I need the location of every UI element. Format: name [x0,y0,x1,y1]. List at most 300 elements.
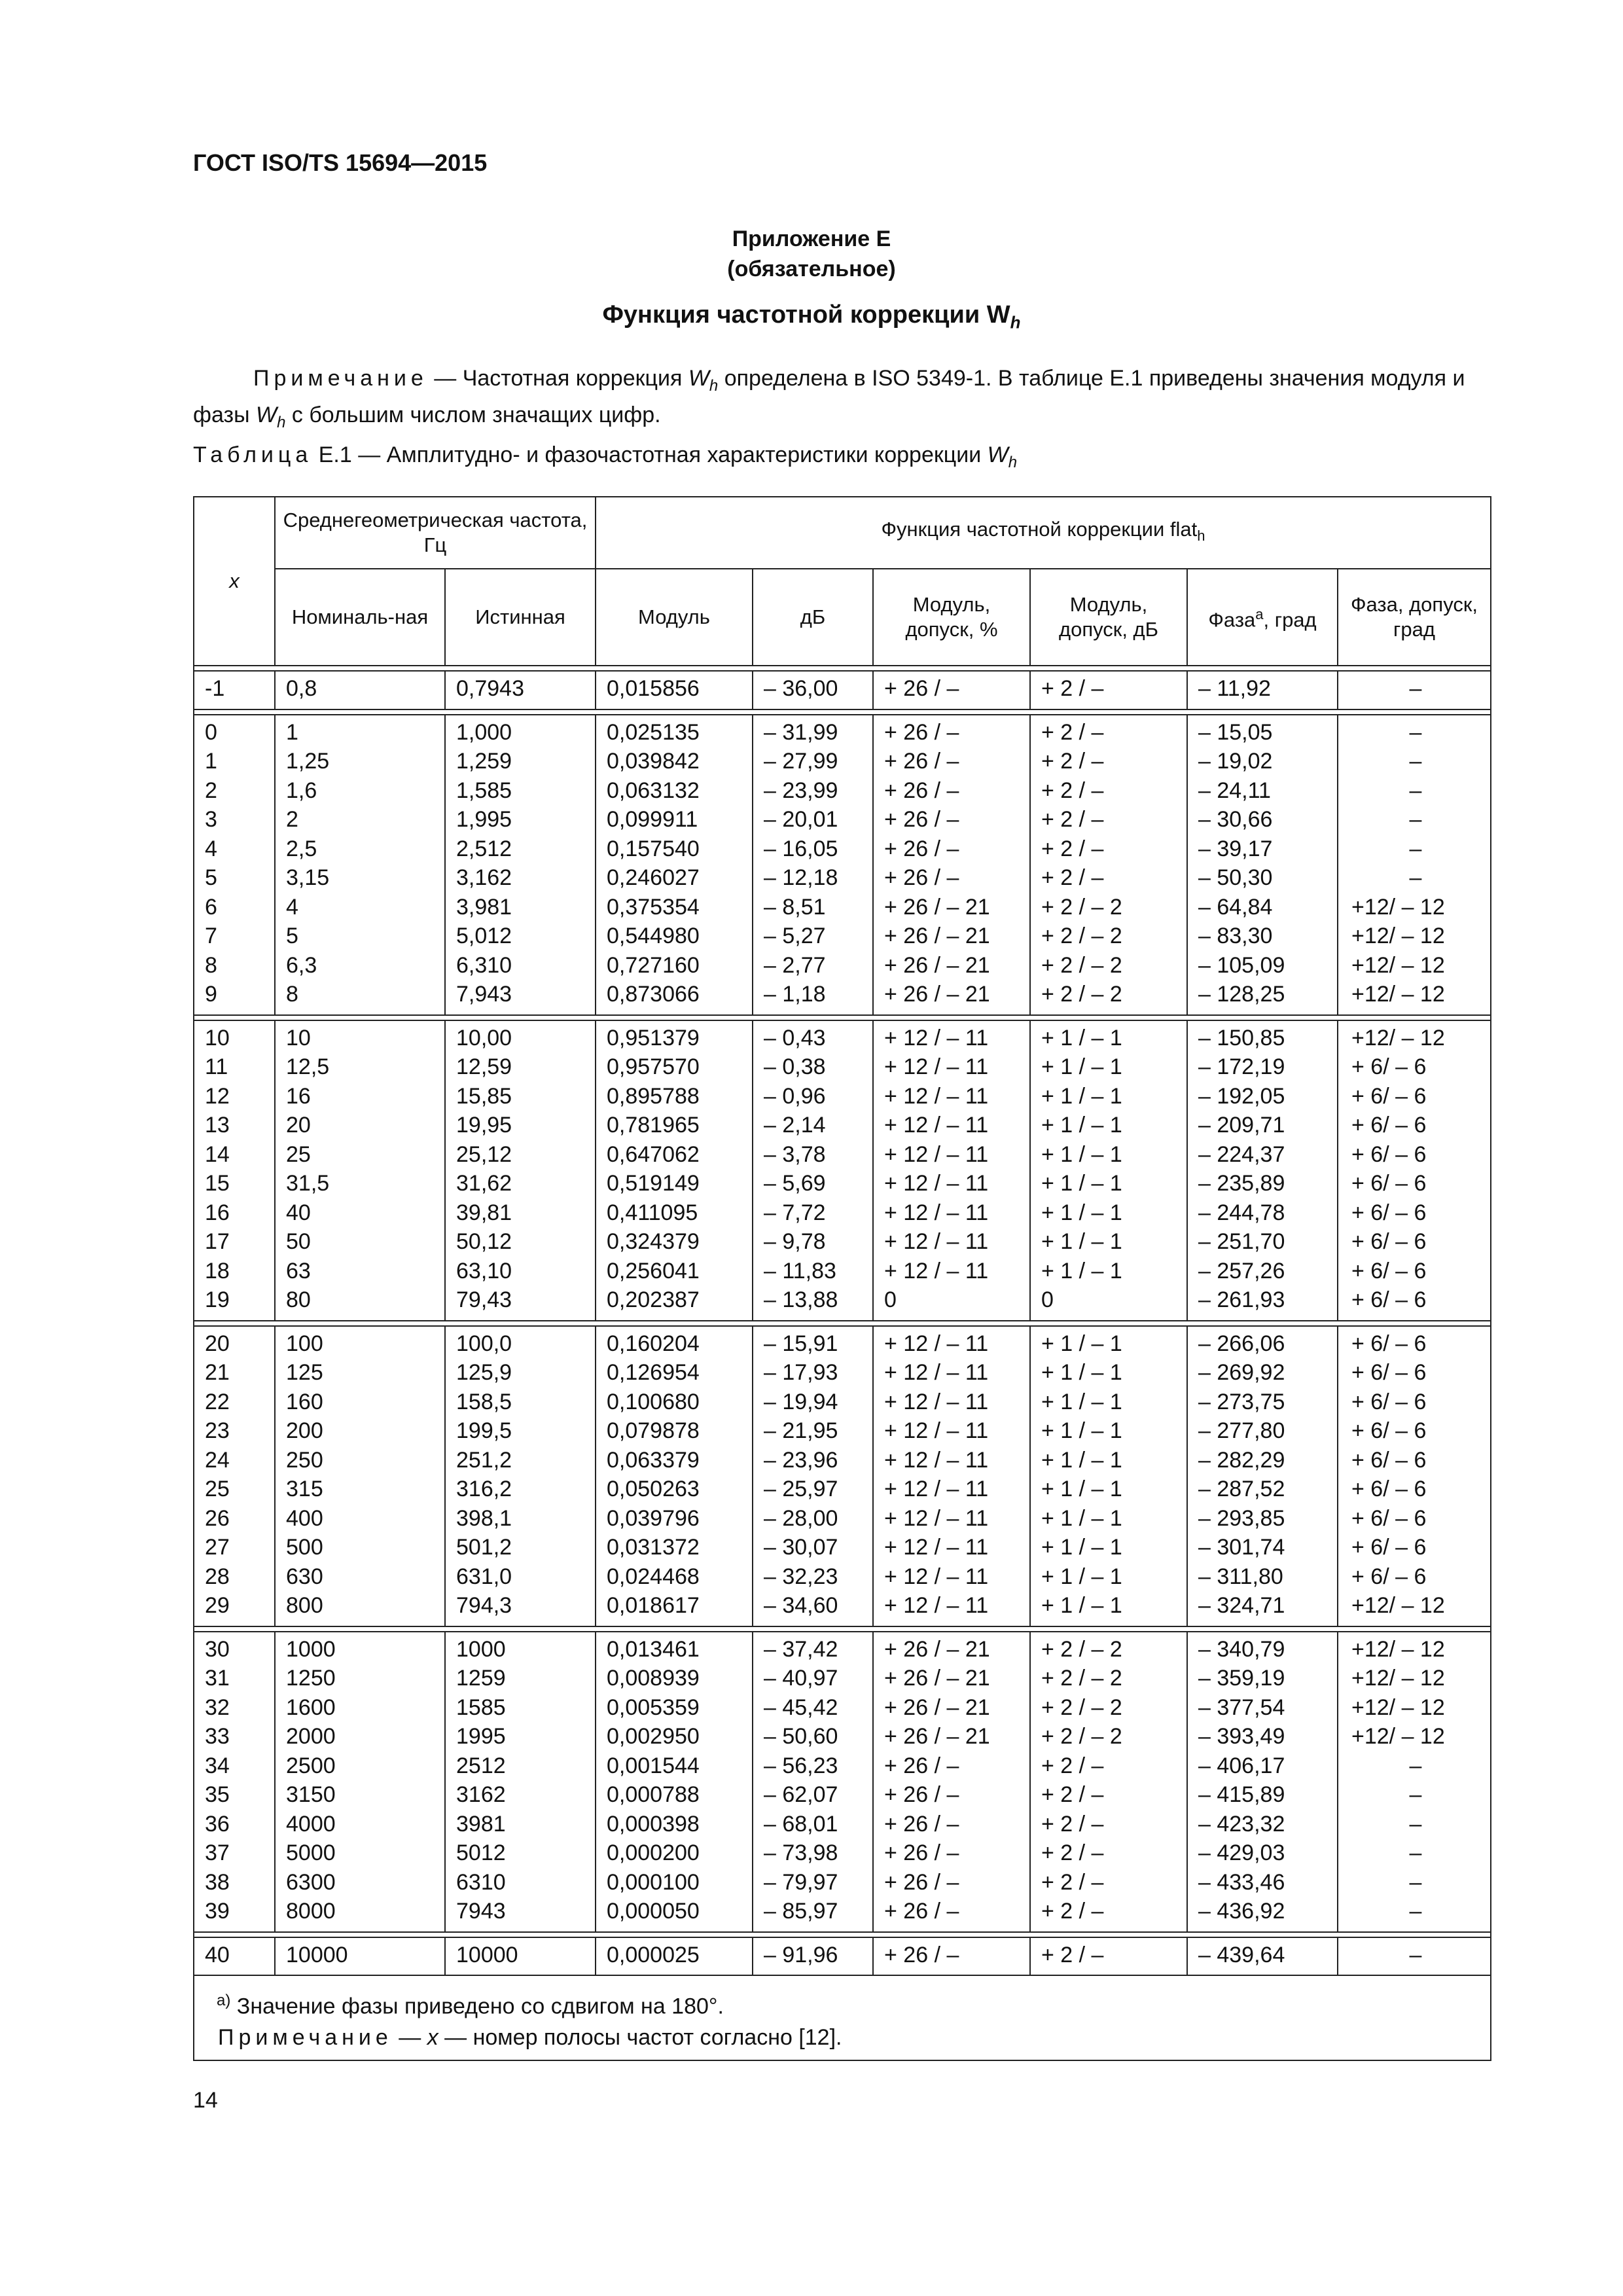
tol-db-value: + 1 / – 1 [1041,1229,1122,1254]
tol-db-value: + 1 / – 1 [1041,1564,1122,1589]
nominal-value: 2,5 [286,836,317,861]
group-separator [194,709,1491,715]
phase-tol-value: – [1409,1840,1422,1865]
modulus-value: 0,544980 [607,924,700,948]
tol-pct-value: + 12 / – 11 [884,1477,989,1501]
x-value: 8 [205,952,217,978]
modulus-value: 0,000200 [607,1840,700,1865]
db-value: – 1,18 [764,982,826,1007]
header-phase: Фаза$^а$, град [1187,569,1338,666]
true-value: 794,3 [456,1593,512,1618]
cell-tol-pct [873,1326,1030,1626]
tol-db-value: + 2 / – 2 [1041,952,1122,978]
appendix-status: (обязательное) [727,257,896,281]
header-mod-tol-pct: Модуль, допуск, % [873,569,1030,666]
phase-value: – 287,52 [1198,1477,1285,1501]
modulus-value: 0,411095 [607,1200,698,1225]
cell-tol-db [1030,671,1187,709]
header-x: x [194,497,275,666]
modulus-value: 0,202387 [607,1287,700,1312]
true-value: 398,1 [456,1505,512,1531]
header-nominal: Номиналь-ная [275,569,445,666]
tol-pct-value: + 12 / – 11 [884,1171,989,1196]
phase-value: – 19,02 [1198,749,1273,774]
tol-pct-value: + 12 / – 11 [884,1360,989,1385]
phase-tol-value: + 6/ – 6 [1351,1331,1427,1356]
tol-pct-value: + 26 / – [884,1869,959,1895]
true-value: 3,162 [456,865,512,890]
phase-value: – 172,19 [1198,1054,1285,1079]
db-value: – 91,96 [764,1942,838,1967]
modulus-value: 0,063379 [607,1447,700,1473]
phase-tol-value: +12/ – 12 [1351,1636,1445,1662]
cell-modulus [596,715,753,1015]
true-value: 12,59 [456,1054,512,1079]
cell-db [753,671,873,709]
x-value: 40 [205,1942,230,1967]
phase-value: – 423,32 [1198,1811,1285,1837]
db-value: – 40,97 [764,1666,838,1691]
x-value: 11 [205,1054,228,1079]
nominal-value: 31,5 [286,1171,330,1196]
phase-value: – 324,71 [1198,1593,1285,1618]
frequency-weighting-table [193,496,1491,2061]
x-value: 18 [205,1258,230,1283]
tol-db-value: + 2 / – [1041,807,1104,832]
table-row-group [194,671,1491,709]
nominal-value: 25 [286,1141,311,1167]
db-value: – 31,99 [764,719,838,745]
x-value: 36 [205,1811,230,1837]
db-value: – 16,05 [764,836,838,861]
true-value: 1,259 [456,749,512,774]
modulus-value: 0,024468 [607,1564,700,1589]
phase-tol-value: +12/ – 12 [1351,924,1445,948]
x-value: 16 [205,1200,230,1225]
phase-tol-value: – [1409,836,1422,861]
db-value: – 23,99 [764,778,838,803]
true-value: 125,9 [456,1360,512,1385]
phase-value: – 244,78 [1198,1200,1285,1225]
db-value: – 50,60 [764,1724,838,1749]
tol-pct-value: + 12 / – 11 [884,1564,989,1589]
cell-true [445,671,596,709]
true-value: 6310 [456,1869,506,1895]
db-value: – 9,78 [764,1229,826,1254]
db-value: – 37,42 [764,1636,838,1662]
x-value: 27 [205,1535,230,1560]
cell-nominal [275,1632,445,1932]
cell-tol-db [1030,1632,1187,1932]
cell-db [753,715,873,1015]
tol-db-value: + 2 / – [1041,836,1104,861]
cell-tol-pct [873,1937,1030,1976]
phase-value: – 24,11 [1198,778,1271,803]
db-value: – 0,38 [764,1054,826,1079]
header-true: Истинная [445,569,596,666]
cell-phase [1187,1020,1338,1321]
modulus-value: 0,001544 [607,1753,700,1778]
cell-true [445,1326,596,1626]
tol-db-value: + 2 / – [1041,1811,1104,1837]
tol-pct-value: + 26 / – [884,676,959,701]
nominal-value: 4000 [286,1811,336,1837]
true-value: 6,310 [456,952,512,978]
db-value: – 68,01 [764,1811,838,1837]
modulus-value: 0,126954 [607,1360,700,1385]
x-value: 32 [205,1695,230,1720]
true-value: 1,995 [456,807,512,832]
nominal-value: 315 [286,1477,323,1501]
modulus-value: 0,375354 [607,894,700,920]
group-separator [194,1015,1491,1020]
cell-tol-db [1030,715,1187,1015]
true-value: 50,12 [456,1229,512,1254]
true-value: 631,0 [456,1564,512,1589]
phase-tol-value: – [1409,865,1422,890]
modulus-value: 0,100680 [607,1389,700,1414]
phase-value: – 359,19 [1198,1666,1285,1691]
db-value: – 27,99 [764,749,838,774]
modulus-value: 0,050263 [607,1477,700,1501]
tol-db-value: + 1 / – 1 [1041,1083,1122,1109]
nominal-value: 8 [286,982,298,1007]
phase-tol-value: +12/ – 12 [1351,1724,1445,1749]
cell-nominal [275,1937,445,1976]
db-value: – 32,23 [764,1564,838,1589]
phase-value: – 64,84 [1198,894,1273,920]
phase-tol-value: – [1409,778,1422,803]
tol-pct-value: + 12 / – 11 [884,1258,989,1283]
tol-pct-value: + 12 / – 11 [884,1593,989,1618]
footnote: $^{а)}$ Значение фазы приведено со сдвигом на 180°. [217,1992,724,2019]
phase-value: – 251,70 [1198,1229,1285,1254]
cell-phase-tol [1338,715,1491,1015]
modulus-value: 0,099911 [607,807,698,832]
tol-db-value: + 1 / – 1 [1041,1113,1122,1138]
tol-pct-value: + 12 / – 11 [884,1535,989,1560]
tol-pct-value: + 12 / – 11 [884,1447,989,1473]
phase-value: – 105,09 [1198,952,1285,978]
x-value: 17 [205,1229,230,1254]
tol-db-value: + 2 / – [1041,778,1104,803]
phase-value: – 30,66 [1198,807,1273,832]
tol-db-value: + 2 / – 2 [1041,1695,1122,1720]
cell-x [194,1937,275,1976]
tol-db-value: + 2 / – 2 [1041,982,1122,1007]
phase-tol-value: – [1409,719,1422,745]
phase-value: – 433,46 [1198,1869,1285,1895]
db-value: – 11,83 [764,1258,836,1283]
true-value: 5012 [456,1840,506,1865]
tol-db-value: + 1 / – 1 [1041,1505,1122,1531]
x-value: 25 [205,1477,230,1501]
tol-db-value: + 2 / – 2 [1041,894,1122,920]
tol-pct-value: + 26 / – [884,807,959,832]
tol-db-value: + 1 / – 1 [1041,1447,1122,1473]
nominal-value: 800 [286,1593,323,1618]
phase-value: – 235,89 [1198,1171,1285,1196]
cell-true [445,1632,596,1932]
db-value: – 25,97 [764,1477,838,1501]
tol-db-value: + 1 / – 1 [1041,1477,1122,1501]
tol-pct-value: + 26 / – [884,1899,959,1924]
group-separator [194,1321,1491,1326]
modulus-value: 0,000788 [607,1782,700,1807]
header-db: дБ [753,569,873,666]
db-value: – 0,96 [764,1083,826,1109]
nominal-value: 1000 [286,1636,336,1662]
x-value: 39 [205,1899,230,1924]
tol-pct-value: + 26 / – 21 [884,1695,990,1720]
phase-tol-value: + 6/ – 6 [1351,1447,1427,1473]
phase-value: – 393,49 [1198,1724,1285,1749]
tol-db-value: + 2 / – [1041,865,1104,890]
phase-value: – 266,06 [1198,1331,1285,1356]
nominal-value: 160 [286,1389,323,1414]
modulus-value: 0,647062 [607,1141,700,1167]
phase-tol-value: + 6/ – 6 [1351,1113,1427,1138]
true-value: 79,43 [456,1287,512,1312]
modulus-value: 0,018617 [607,1593,700,1618]
nominal-value: 0,8 [286,676,317,701]
x-value: 4 [205,836,217,861]
table-caption: Таблица Е.1 — Амплитудно- и фазочастотная характеристики коррекции $W_h$ [193,442,1018,471]
db-value: – 19,94 [764,1389,838,1414]
db-value: – 45,42 [764,1695,838,1720]
db-value: – 21,95 [764,1418,838,1443]
cell-phase-tol [1338,1632,1491,1932]
tol-db-value: + 2 / – 2 [1041,1636,1122,1662]
phase-tol-value: – [1409,1782,1422,1807]
x-value: 20 [205,1331,230,1356]
x-value: 34 [205,1753,230,1778]
phase-value: – 377,54 [1198,1695,1285,1720]
nominal-value: 6300 [286,1869,336,1895]
cell-true [445,1937,596,1976]
db-value: – 73,98 [764,1840,838,1865]
tol-pct-value: + 12 / – 11 [884,1054,989,1079]
phase-tol-value: + 6/ – 6 [1351,1141,1427,1167]
true-value: 15,85 [456,1083,512,1109]
x-value: 9 [205,982,217,1007]
cell-modulus [596,1937,753,1976]
cell-phase [1187,715,1338,1015]
phase-value: – 83,30 [1198,924,1273,948]
nominal-value: 250 [286,1447,323,1473]
tol-db-value: + 2 / – [1041,1899,1104,1924]
true-value: 1259 [456,1666,506,1691]
phase-value: – 257,26 [1198,1258,1285,1283]
cell-modulus [596,1326,753,1626]
phase-tol-value: +12/ – 12 [1351,1666,1445,1691]
cell-phase [1187,1326,1338,1626]
tol-pct-value: + 12 / – 11 [884,1141,989,1167]
x-value: 13 [205,1113,230,1138]
x-value: 2 [205,778,217,803]
x-value: 30 [205,1636,230,1662]
tol-db-value: + 1 / – 1 [1041,1331,1122,1356]
tol-db-value: + 1 / – 1 [1041,1360,1122,1385]
cell-modulus [596,1020,753,1321]
tol-db-value: + 2 / – [1041,1840,1104,1865]
true-value: 100,0 [456,1331,512,1356]
cell-tol-db [1030,1937,1187,1976]
nominal-value: 125 [286,1360,323,1385]
group-separator [194,666,1491,671]
x-value: 15 [205,1171,230,1196]
header-func-group: Функция частотной коррекции flat$_h$ [596,497,1491,569]
phase-value: – 301,74 [1198,1535,1285,1560]
x-value: 37 [205,1840,230,1865]
tol-pct-value: + 26 / – [884,1840,959,1865]
cell-nominal [275,1326,445,1626]
true-value: 5,012 [456,924,512,948]
x-value: 24 [205,1447,230,1473]
group-separator [194,1932,1491,1937]
phase-tol-value: – [1409,807,1422,832]
cell-x [194,1326,275,1626]
true-value: 31,62 [456,1171,512,1196]
true-value: 25,12 [456,1141,512,1167]
true-value: 158,5 [456,1389,512,1414]
db-value: – 62,07 [764,1782,838,1807]
phase-value: – 224,37 [1198,1141,1285,1167]
tol-pct-value: + 26 / – [884,1753,959,1778]
db-value: – 56,23 [764,1753,838,1778]
x-value: 19 [205,1287,230,1312]
true-value: 7,943 [456,982,512,1007]
tol-pct-value: + 26 / – 21 [884,1666,990,1691]
phase-value: – 406,17 [1198,1753,1285,1778]
db-value: – 36,00 [764,676,838,701]
modulus-value: 0,873066 [607,982,700,1007]
x-value: 21 [205,1360,230,1385]
table-row-group [194,1632,1491,1932]
tol-db-value: + 1 / – 1 [1041,1054,1122,1079]
group-separator [194,1626,1491,1632]
phase-tol-value: +12/ – 12 [1351,894,1445,920]
phase-value: – 209,71 [1198,1113,1285,1138]
tol-pct-value: + 26 / – [884,1811,959,1837]
db-value: – 13,88 [764,1287,838,1312]
tol-pct-value: + 12 / – 11 [884,1505,989,1531]
cell-x [194,1632,275,1932]
tol-pct-value: 0 [884,1287,897,1312]
nominal-value: 100 [286,1331,323,1356]
tol-db-value: + 2 / – 2 [1041,1724,1122,1749]
true-value: 3162 [456,1782,506,1807]
nominal-value: 3,15 [286,865,330,890]
nominal-value: 16 [286,1083,311,1109]
phase-tol-value: – [1409,1869,1422,1895]
phase-value: – 50,30 [1198,865,1273,890]
db-value: – 3,78 [764,1141,826,1167]
x-value: 26 [205,1505,230,1531]
nominal-value: 1600 [286,1695,336,1720]
tol-pct-value: + 26 / – 21 [884,1724,990,1749]
cell-phase [1187,1937,1338,1976]
true-value: 1,000 [456,719,512,745]
x-value: 38 [205,1869,230,1895]
nominal-value: 63 [286,1258,311,1283]
phase-tol-value: + 6/ – 6 [1351,1564,1427,1589]
true-value: 10000 [456,1942,518,1967]
header-mod-tol-db: Модуль, допуск, дБ [1030,569,1187,666]
modulus-value: 0,000050 [607,1899,700,1924]
phase-value: – 340,79 [1198,1636,1285,1662]
tol-db-value: + 2 / – [1041,1782,1104,1807]
nominal-value: 630 [286,1564,323,1589]
cell-phase-tol [1338,1937,1491,1976]
true-value: 199,5 [456,1418,512,1443]
nominal-value: 4 [286,894,298,920]
cell-db [753,1326,873,1626]
tol-pct-value: + 12 / – 11 [884,1418,989,1443]
phase-tol-value: +12/ – 12 [1351,1025,1445,1050]
phase-tol-value: + 6/ – 6 [1351,1083,1427,1109]
tol-pct-value: + 26 / – [884,749,959,774]
phase-tol-value: +12/ – 12 [1351,982,1445,1007]
db-value: – 30,07 [764,1535,838,1560]
cell-x [194,715,275,1015]
tol-db-value: + 2 / – 2 [1041,924,1122,948]
modulus-value: 0,957570 [607,1054,700,1079]
tol-pct-value: + 26 / – 21 [884,1636,990,1662]
cell-phase-tol [1338,1326,1491,1626]
true-value: 2512 [456,1753,506,1778]
note-label: Примечание [253,366,428,391]
true-value: 19,95 [456,1113,512,1138]
tol-db-value: + 2 / – [1041,1753,1104,1778]
tol-pct-value: + 26 / – [884,1942,959,1967]
phase-tol-value: + 6/ – 6 [1351,1477,1427,1501]
nominal-value: 2500 [286,1753,336,1778]
nominal-value: 50 [286,1229,311,1254]
tol-db-value: + 2 / – [1041,1869,1104,1895]
true-value: 2,512 [456,836,512,861]
tol-pct-value: + 12 / – 11 [884,1113,989,1138]
tol-pct-value: + 26 / – 21 [884,982,990,1007]
page-number: 14 [193,2088,218,2113]
true-value: 501,2 [456,1535,512,1560]
cell-modulus [596,1632,753,1932]
tol-db-value: + 1 / – 1 [1041,1025,1122,1050]
db-value: – 34,60 [764,1593,838,1618]
phase-tol-value: – [1409,749,1422,774]
nominal-value: 1 [286,719,298,745]
cell-tol-pct [873,671,1030,709]
footer-note: Примечание — x — номер полосы частот согласно [12]. [218,2025,842,2051]
tol-db-value: + 1 / – 1 [1041,1535,1122,1560]
true-value: 0,7943 [456,676,524,701]
cell-tol-pct [873,715,1030,1015]
nominal-value: 500 [286,1535,323,1560]
db-value: – 85,97 [764,1899,838,1924]
true-value: 10,00 [456,1025,512,1050]
nominal-value: 3150 [286,1782,336,1807]
modulus-value: 0,519149 [607,1171,700,1196]
header-freq-group: Среднегеометрическая частота, Гц [275,497,596,569]
phase-tol-value: – [1409,1899,1422,1924]
modulus-value: 0,039796 [607,1505,700,1531]
x-value: 31 [205,1666,230,1691]
phase-tol-value: +12/ – 12 [1351,952,1445,978]
table-footer [194,1975,1491,2060]
x-value: 0 [205,719,217,745]
nominal-value: 80 [286,1287,311,1312]
cell-nominal [275,1020,445,1321]
